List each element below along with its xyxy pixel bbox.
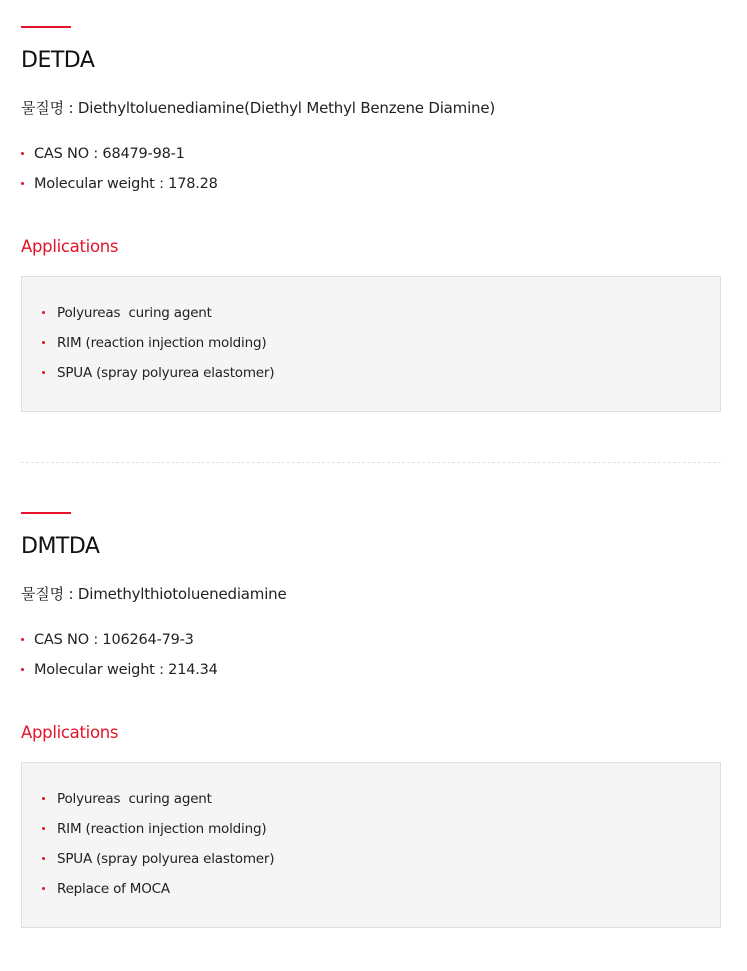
substance-label: 물질명 :: [21, 99, 78, 117]
substance-value: Diethyltoluenediamine(Diethyl Methyl Benzene Diamine): [77, 99, 496, 117]
applications-box: [21, 276, 721, 412]
bullet-icon: [42, 371, 45, 374]
application-label: RIM (reaction injection molding): [57, 335, 267, 351]
application-label: SPUA (spray polyurea elastomer): [57, 851, 275, 867]
application-item: [42, 364, 274, 382]
section-divider: [21, 462, 721, 463]
spec-cas: CAS NO : 106264-79-3: [34, 632, 194, 648]
accent-line: [21, 26, 71, 28]
applications-list: [42, 304, 274, 382]
application-item: [42, 880, 274, 898]
substance-value: Dimethylthiotoluenediamine: [77, 585, 287, 603]
applications-box: [21, 762, 721, 928]
spec-weight: Molecular weight : 178.28: [34, 176, 218, 192]
spec-list: [21, 145, 218, 193]
spec-cas: CAS NO : 68479-98-1: [34, 146, 185, 162]
application-item: [42, 334, 274, 364]
application-item: [42, 820, 274, 850]
application-label: Polyureas curing agent: [57, 791, 212, 807]
application-item: [42, 850, 274, 880]
bullet-icon: [21, 668, 24, 671]
substance-name: [21, 584, 287, 604]
product-title: DMTDA: [21, 534, 100, 559]
applications-title: Applications: [21, 723, 119, 742]
product-section-detda: [21, 26, 721, 416]
application-item: [42, 304, 274, 334]
substance-name: [21, 98, 495, 118]
substance-label: 물질명 :: [21, 585, 78, 603]
product-title: DETDA: [21, 48, 95, 73]
bullet-icon: [42, 827, 45, 830]
applications-list: [42, 790, 274, 898]
application-label: Replace of MOCA: [57, 881, 170, 897]
bullet-icon: [42, 887, 45, 890]
bullet-icon: [42, 857, 45, 860]
accent-line: [21, 512, 71, 514]
product-section-dmtda: [21, 512, 721, 932]
bullet-icon: [42, 311, 45, 314]
application-item: [42, 790, 274, 820]
spec-item: [21, 175, 218, 193]
bullet-icon: [42, 797, 45, 800]
application-label: SPUA (spray polyurea elastomer): [57, 365, 275, 381]
bullet-icon: [42, 341, 45, 344]
bullet-icon: [21, 638, 24, 641]
bullet-icon: [21, 182, 24, 185]
spec-list: [21, 631, 218, 679]
application-label: RIM (reaction injection molding): [57, 821, 267, 837]
spec-weight: Molecular weight : 214.34: [34, 662, 218, 678]
spec-item: [21, 631, 218, 661]
spec-item: [21, 661, 218, 679]
applications-title: Applications: [21, 237, 119, 256]
application-label: Polyureas curing agent: [57, 305, 212, 321]
spec-item: [21, 145, 218, 175]
bullet-icon: [21, 152, 24, 155]
